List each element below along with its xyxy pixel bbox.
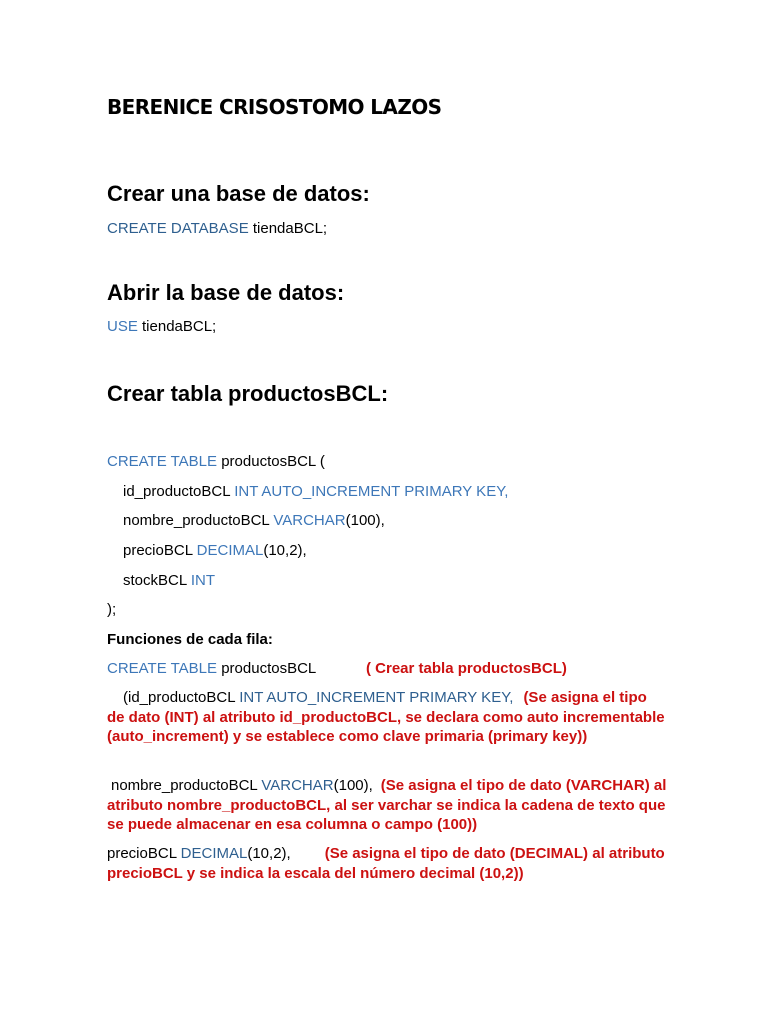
code-use-database: [107, 318, 216, 335]
funcion-row-nombre-producto: [107, 776, 667, 835]
sql-keyword: DECIMAL: [180, 845, 248, 862]
code-line-nombre-producto: [123, 512, 385, 529]
annotation-nombre-producto: (Se asigna el tipo de dato (VARCHAR) al atributo nombre_productoBCL, al ser varchar se indica la cadena de texto que se puede almacenar en esa columna o campo (100)): [107, 777, 667, 833]
sql-text: nombre_productoBCL: [111, 777, 262, 794]
sql-text: productosBCL: [217, 660, 317, 677]
code-line-id-producto: [123, 483, 508, 500]
sql-text: (id_productoBCL: [123, 689, 240, 706]
code-line-close: );: [107, 601, 117, 618]
sql-text: stockBCL: [123, 572, 191, 589]
code-line-stock: [123, 572, 215, 589]
sql-keyword: CREATE DATABASE: [107, 220, 249, 237]
heading-create-database: Crear una base de datos:: [107, 181, 370, 206]
sql-keyword: VARCHAR: [261, 777, 334, 794]
code-line-create-table: [107, 453, 325, 470]
sql-text: id_productoBCL: [123, 483, 235, 500]
funcion-row-id-producto: [107, 688, 667, 747]
code-line-precio: [123, 542, 307, 559]
heading-use-database: Abrir la base de datos:: [107, 280, 345, 305]
sql-text: (100),: [333, 777, 373, 794]
author-name: BERENICE CRISOSTOMO LAZOS: [107, 95, 442, 119]
sql-text: (100),: [345, 512, 385, 529]
sql-text: tiendaBCL;: [137, 318, 217, 335]
annotation-create-table: ( Crear tabla productosBCL): [366, 660, 567, 677]
code-create-database: [107, 220, 327, 237]
funciones-title: Funciones de cada fila:: [107, 631, 273, 648]
sql-text: (10,2),: [247, 845, 291, 862]
sql-keyword: INT AUTO_INCREMENT PRIMARY KEY,: [234, 483, 509, 500]
sql-keyword: INT: [190, 572, 215, 589]
sql-text: precioBCL: [107, 845, 181, 862]
sql-keyword: INT AUTO_INCREMENT PRIMARY KEY,: [239, 689, 514, 706]
sql-text: (10,2),: [263, 542, 307, 559]
heading-create-table: Crear tabla productosBCL:: [107, 381, 389, 406]
sql-keyword: CREATE TABLE: [107, 453, 218, 470]
sql-keyword: USE: [107, 318, 138, 335]
funcion-row-precio: [107, 844, 667, 883]
funcion-row-create-table: [107, 660, 316, 677]
sql-text: productosBCL (: [217, 453, 325, 470]
sql-text: precioBCL: [123, 542, 197, 559]
sql-keyword: VARCHAR: [273, 512, 346, 529]
annotation-precio: (Se asigna el tipo de dato (DECIMAL) al atributo precioBCL y se indica la escala del número decimal (10,2)): [107, 845, 665, 882]
sql-text: tiendaBCL;: [248, 220, 328, 237]
sql-text: nombre_productoBCL: [123, 512, 274, 529]
sql-keyword: DECIMAL: [196, 542, 264, 559]
sql-keyword: CREATE TABLE: [107, 660, 218, 677]
annotation-id-producto: (Se asigna el tipo de dato (INT) al atributo id_productoBCL, se declara como auto incrementable (auto_increment) y se establece como clave primaria (primary key)): [107, 689, 665, 745]
